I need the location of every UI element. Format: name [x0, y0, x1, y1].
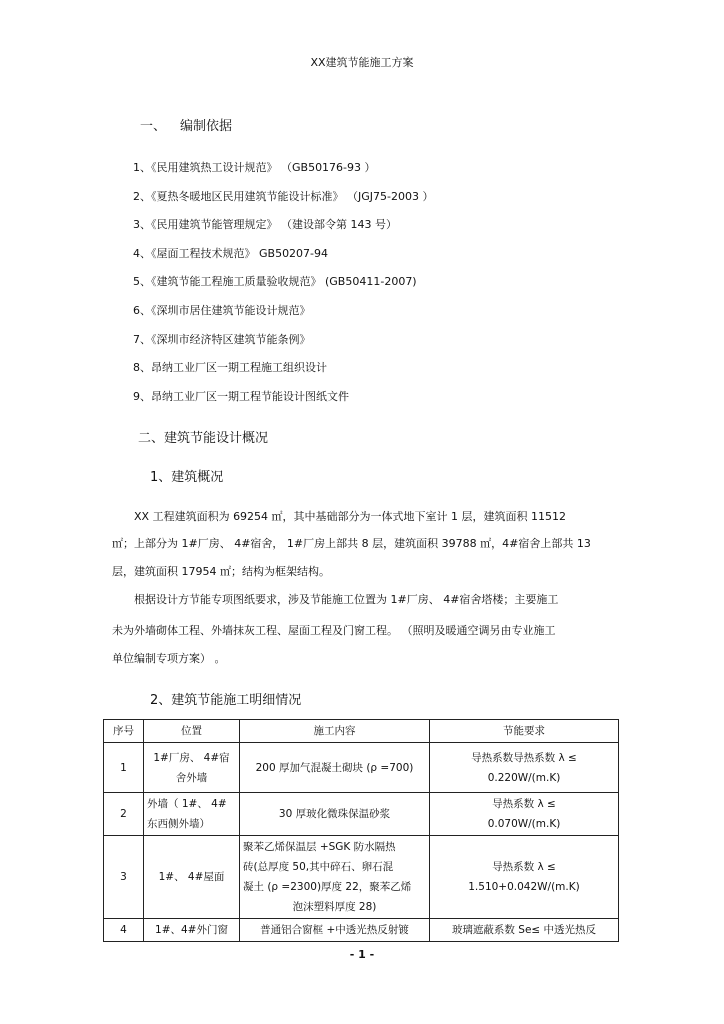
- paragraph-line: 层，建筑面积 17954 ㎡；结构为框架结构。: [112, 565, 330, 578]
- section1-text: 编制依据: [180, 119, 233, 134]
- table-row: [104, 793, 619, 836]
- section1-number: 一、: [140, 119, 167, 134]
- cell-line: 外墙（ 1#、 4#: [147, 798, 227, 810]
- reference-item: 9、昂纳工业厂区一期工程节能设计图纸文件: [133, 390, 349, 403]
- reference-item: 7、《深圳市经济特区建筑节能条例》: [133, 333, 311, 346]
- cell-line: 1#厂房、 4#宿: [153, 751, 230, 764]
- row-requirement: [430, 836, 619, 919]
- row-no: 2: [104, 793, 144, 836]
- reference-item: 4、《屋面工程技术规范》 GB50207-94: [133, 247, 329, 260]
- cell-line: 0.070W/(m.K): [487, 818, 561, 830]
- reference-item: 8、昂纳工业厂区一期工程施工组织设计: [133, 361, 327, 374]
- row-location: [144, 836, 240, 919]
- paragraph-line: 单位编制专项方案） 。: [112, 652, 226, 665]
- paragraph-line: ㎡；上部分为 1#厂房、 4#宿舍， 1#厂房上部共 8 层，建筑面积 39788 ㎡，4#宿舍上部共 13: [112, 537, 591, 550]
- cell-line: 30 厚玻化微珠保温砂浆: [278, 808, 391, 820]
- document-title: XX建筑节能施工方案: [310, 56, 414, 69]
- table-row: [104, 919, 619, 942]
- cell-line: 东西侧外墙）: [147, 818, 210, 830]
- row-content: [240, 836, 430, 919]
- paragraph-line: 根据设计方节能专项图纸要求，涉及节能施工位置为 1#厂房、 4#宿舍塔楼；主要施工: [134, 593, 559, 606]
- section1-heading: [140, 115, 232, 134]
- row-location: [144, 919, 240, 942]
- page-number: - 1 -: [349, 948, 375, 961]
- row-no: 3: [104, 836, 144, 919]
- row-content: [240, 743, 430, 793]
- header-location: 位置: [144, 720, 240, 743]
- cell-line: 舍外墙: [175, 771, 208, 784]
- cell-line: 1#、4#外门窗: [155, 924, 228, 936]
- table-header-row: [104, 720, 619, 743]
- table-row: [104, 836, 619, 919]
- row-location: [144, 793, 240, 836]
- cell-line: 0.220W/(m.K): [487, 771, 561, 784]
- paragraph-line: 未为外墙砌体工程、外墙抹灰工程、屋面工程及门窗工程。 （照明及暖通空调另由专业施工: [112, 624, 556, 637]
- paragraph-line: XX 工程建筑面积为 69254 ㎡，其中基础部分为一体式地下室计 1 层，建筑面积 11512: [134, 510, 567, 523]
- cell-line: 凝土 (ρ =2300)厚度 22，聚苯乙烯: [243, 881, 412, 893]
- cell-line: 导热系数 λ ≤: [492, 861, 556, 873]
- row-no: 4: [104, 919, 144, 942]
- subsection1-heading: 1、建筑概况: [150, 470, 224, 485]
- energy-spec-table: [103, 719, 619, 942]
- reference-item: 1、《民用建筑热工设计规范》 （GB50176-93 ）: [133, 161, 376, 174]
- row-content: [240, 793, 430, 836]
- reference-item: 2、《夏热冬暖地区民用建筑节能设计标准》 （JGJ75-2003 ）: [133, 190, 434, 203]
- row-requirement: [430, 793, 619, 836]
- row-requirement: [430, 743, 619, 793]
- header-no: 序号: [104, 720, 144, 743]
- row-no: 1: [104, 743, 144, 793]
- cell-line: 导热系数导热系数 λ ≤: [471, 751, 577, 764]
- cell-line: 泡沫塑料厚度 28): [292, 901, 377, 913]
- row-requirement: [430, 919, 619, 942]
- cell-line: 砖(总厚度 50,其中碎石、卵石混: [243, 861, 394, 873]
- cell-line: 聚苯乙烯保温层 +SGK 防水隔热: [243, 841, 396, 853]
- cell-line: 200 厚加气混凝土砌块 (ρ =700): [255, 761, 414, 774]
- cell-line: 1.510+0.042W/(m.K): [468, 881, 580, 893]
- cell-line: 1#、 4#屋面: [158, 871, 225, 883]
- header-content: 施工内容: [240, 720, 430, 743]
- reference-item: 6、《深圳市居住建筑节能设计规范》: [133, 304, 311, 317]
- header-requirement: 节能要求: [430, 720, 619, 743]
- table-row: [104, 743, 619, 793]
- row-content: [240, 919, 430, 942]
- cell-line: 导热系数 λ ≤: [492, 798, 556, 810]
- reference-item: 5、《建筑节能工程施工质量验收规范》 (GB50411-2007): [133, 275, 417, 288]
- subsection2-heading: 2、建筑节能施工明细情况: [150, 693, 302, 708]
- cell-line: 玻璃遮蔽系数 Se≤ 中透光热反: [451, 924, 597, 936]
- cell-line: 普通铝合窗框 +中透光热反射镀: [260, 924, 409, 936]
- section2-heading: 二、建筑节能设计概况: [138, 431, 269, 446]
- row-location: [144, 743, 240, 793]
- reference-item: 3、《民用建筑节能管理规定》 （建设部令第 143 号）: [133, 218, 397, 231]
